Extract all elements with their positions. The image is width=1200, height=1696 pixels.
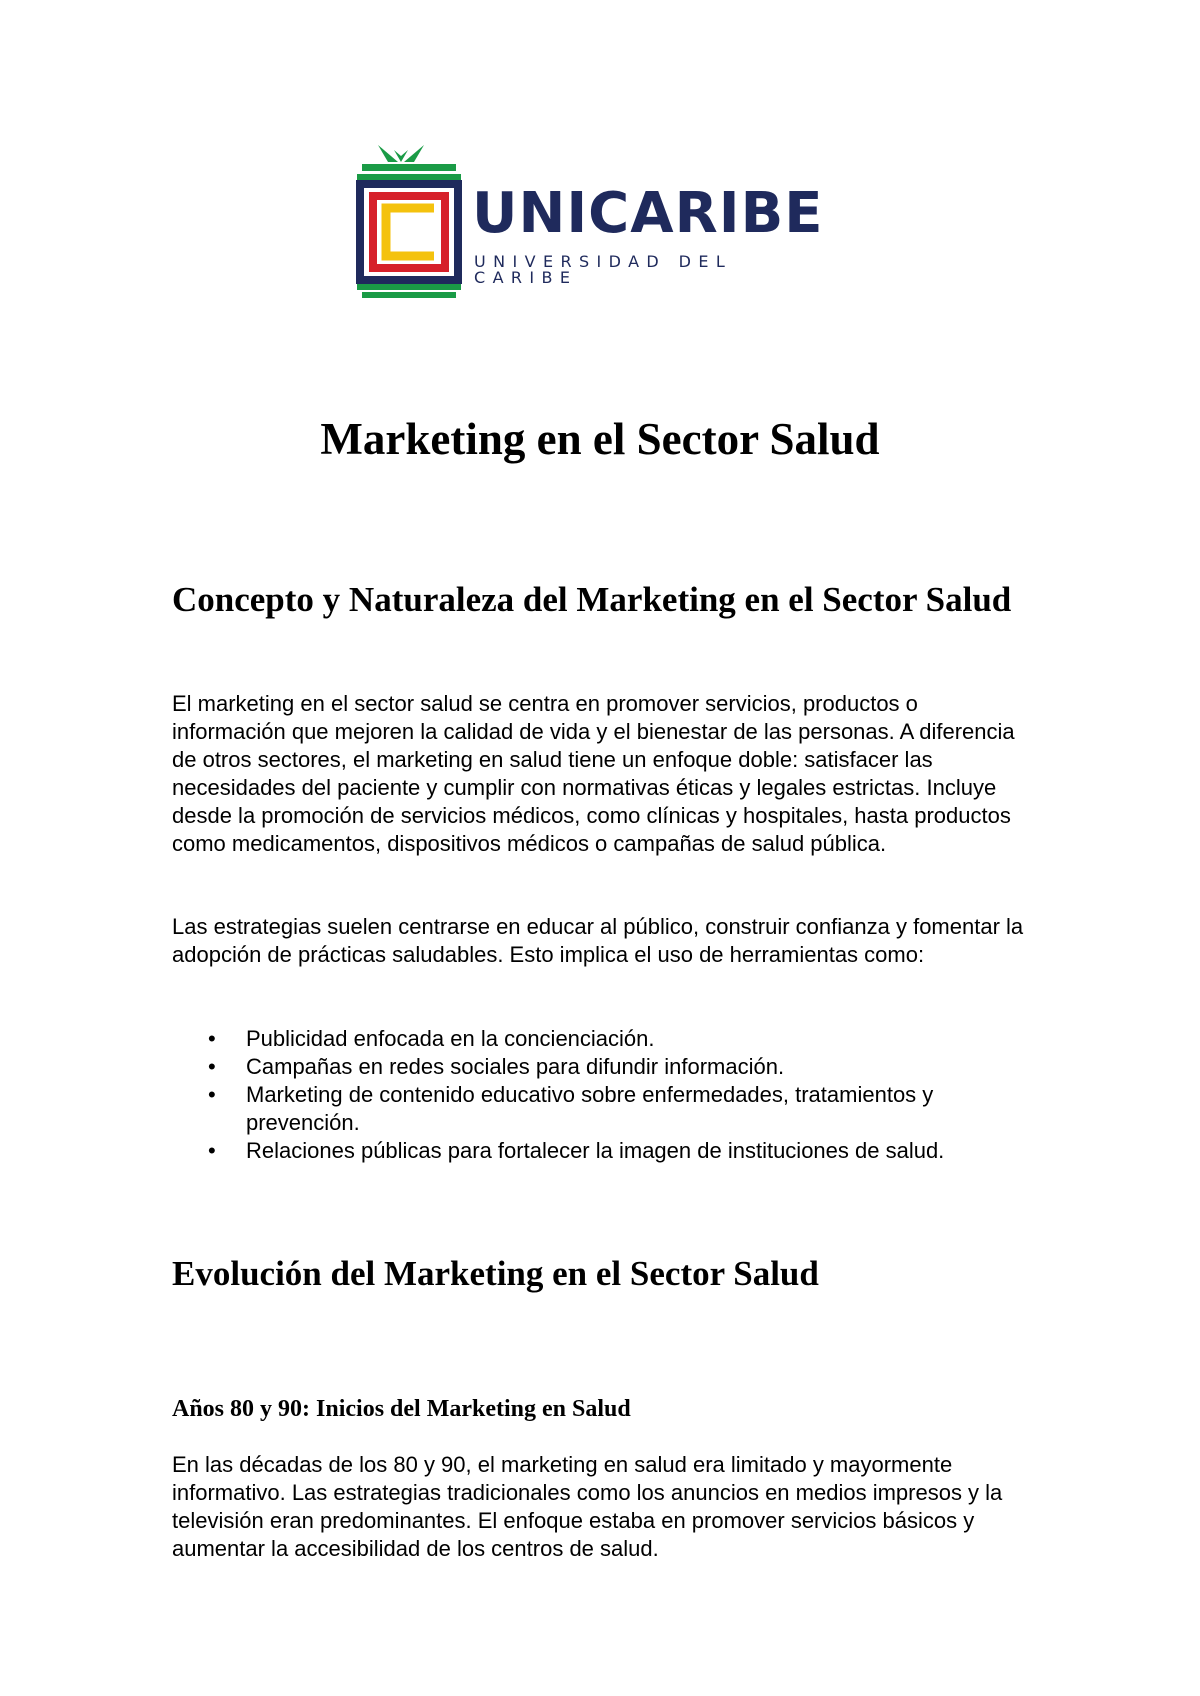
unicaribe-emblem-icon [354, 142, 464, 298]
section-heading-concepto: Concepto y Naturaleza del Marketing en el Sector Salud [172, 580, 1012, 619]
list-item-text: Campañas en redes sociales para difundir información. [246, 1054, 785, 1079]
document-title: Marketing en el Sector Salud [320, 414, 880, 464]
bullet-icon: • [208, 1138, 216, 1163]
list-item-text: Publicidad enfocada en la concienciación. [246, 1026, 655, 1051]
list-item-text: Marketing de contenido educativo sobre enfermedades, tratamientos y prevención. [246, 1082, 934, 1135]
section-heading-evolucion: Evolución del Marketing en el Sector Salud [172, 1254, 819, 1293]
logo-subtitle: UNIVERSIDAD DEL CARIBE [474, 252, 733, 287]
bullet-icon: • [208, 1082, 216, 1107]
bullet-icon: • [208, 1026, 216, 1051]
list-item-text: Relaciones públicas para fortalecer la imagen de instituciones de salud. [246, 1138, 945, 1163]
subsection-heading-anos-80-90: Años 80 y 90: Inicios del Marketing en Salud [172, 1396, 631, 1422]
bullet-icon: • [208, 1054, 216, 1079]
paragraph-concepto-1: El marketing en el sector salud se centra en promover servicios, productos o información que mejoren la calidad de vida y el bienestar de las personas. A diferencia de otros sectores, el marketing en salud tiene un enfoque doble: satisfacer las necesidades del paciente y cumplir con normativas éticas y legales estrictas. Incluye desde la promoción de servicios médicos, como clínicas y hospitales, hasta productos como medicamentos, dispositivos médicos o campañas de salud pública. [172, 691, 1015, 856]
unicaribe-logo [354, 142, 834, 298]
paragraph-concepto-2: Las estrategias suelen centrarse en educar al público, construir confianza y fomentar la adopción de prácticas saludables. Esto implica el uso de herramientas como: [172, 914, 1024, 967]
paragraph-anos-80-90: En las décadas de los 80 y 90, el marketing en salud era limitado y mayormente informativo. Las estrategias tradicionales como los anuncios en medios impresos y la televisión eran predominantes. El enfoque estaba en promover servicios básicos y aumentar la accesibilidad de los centros de salud. [172, 1452, 1003, 1561]
list-item [172, 1025, 1052, 1053]
list-item [172, 1053, 1052, 1081]
tools-bullet-list [172, 1025, 1052, 1165]
list-item [172, 1081, 1052, 1137]
list-item [172, 1137, 1052, 1165]
logo-wordmark: UNICARIBE [472, 181, 824, 246]
